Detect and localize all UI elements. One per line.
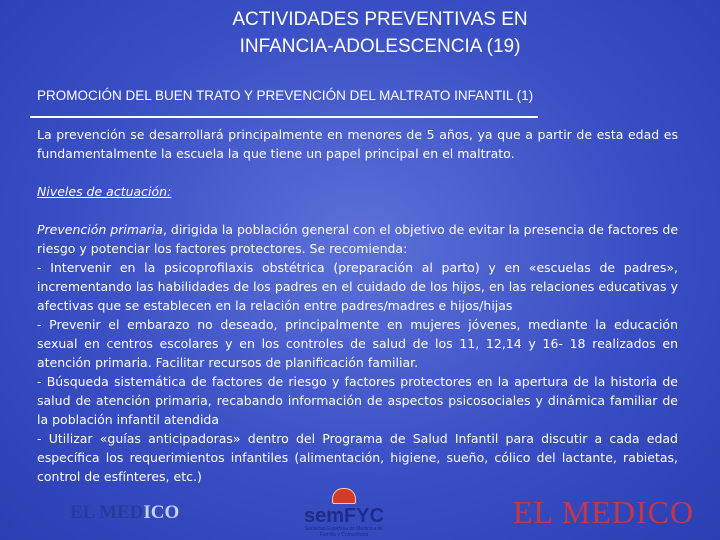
subtitle-underline bbox=[30, 116, 538, 118]
slide-body bbox=[37, 125, 678, 486]
bullet-item: - Intervenir en la psicoprofilaxis obstétrica (preparación al parto) y en «escuelas de padres», incrementando las habilidades de los padres en el cuidado de los hijos, en las relaciones educativas y afectivas que se establecen en la relación entre padres/madres e hijos/hijas bbox=[37, 260, 678, 313]
slide-title-line-2: INFANCIA-ADOLESCENCIA (19) bbox=[239, 36, 521, 57]
section-subtitle: PROMOCIÓN DEL BUEN TRATO Y PREVENCIÓN DEL MALTRATO INFANTIL (1) bbox=[37, 88, 534, 103]
el-medico-logo-right: EL MEDICO bbox=[513, 494, 695, 530]
semfyc-wordmark: semFYC bbox=[303, 505, 385, 527]
slide-title-line-1: ACTIVIDADES PREVENTIVAS EN bbox=[232, 9, 528, 30]
semfyc-logo bbox=[298, 488, 390, 538]
intro-paragraph: La prevención se desarrollará principalmente en menores de 5 años, ya que a partir de esta edad es fundamentalmente la escuela la que tiene un papel principal en el maltrato. bbox=[37, 127, 678, 161]
footer-logos bbox=[0, 488, 720, 540]
semfyc-emblem-icon bbox=[332, 488, 356, 504]
semfyc-tagline: Sociedad Española de Medicina de Familia y Comunitaria bbox=[304, 526, 384, 538]
primary-prevention-text: , dirigida la población general con el objetivo de evitar la presencia de factores de riesgo y potenciar los factores protectores. Se recomienda: bbox=[37, 222, 679, 256]
slide-title bbox=[0, 6, 720, 60]
bullet-item: - Prevenir el embarazo no deseado, principalmente en mujeres jóvenes, mediante la educación sexual en centros escolares y en los controles de salud de los 11, 12,14 y 16- 18 realizados en atención primaria. Facilitar recursos de planificación familiar. bbox=[37, 317, 678, 370]
primary-prevention-label: Prevención primaria bbox=[37, 222, 163, 237]
levels-heading: Niveles de actuación: bbox=[37, 184, 172, 199]
primary-prevention-paragraph bbox=[37, 220, 678, 258]
el-medico-logo-left: EL MEDICO bbox=[70, 502, 180, 523]
bullet-item: - Búsqueda sistemática de factores de riesgo y factores protectores en la apertura de la historia de salud de atención primaria, recabando información de aspectos psicosociales y dinámica familiar de la población infantil atendida bbox=[37, 374, 678, 427]
bullet-item: - Utilizar «guías anticipadoras» dentro del Programa de Salud Infantil para discutir a cada edad específica los requerimientos infantiles (alimentación, higiene, sueño, cólico del lactante, rabietas, control de esfínteres, etc.) bbox=[37, 431, 678, 484]
